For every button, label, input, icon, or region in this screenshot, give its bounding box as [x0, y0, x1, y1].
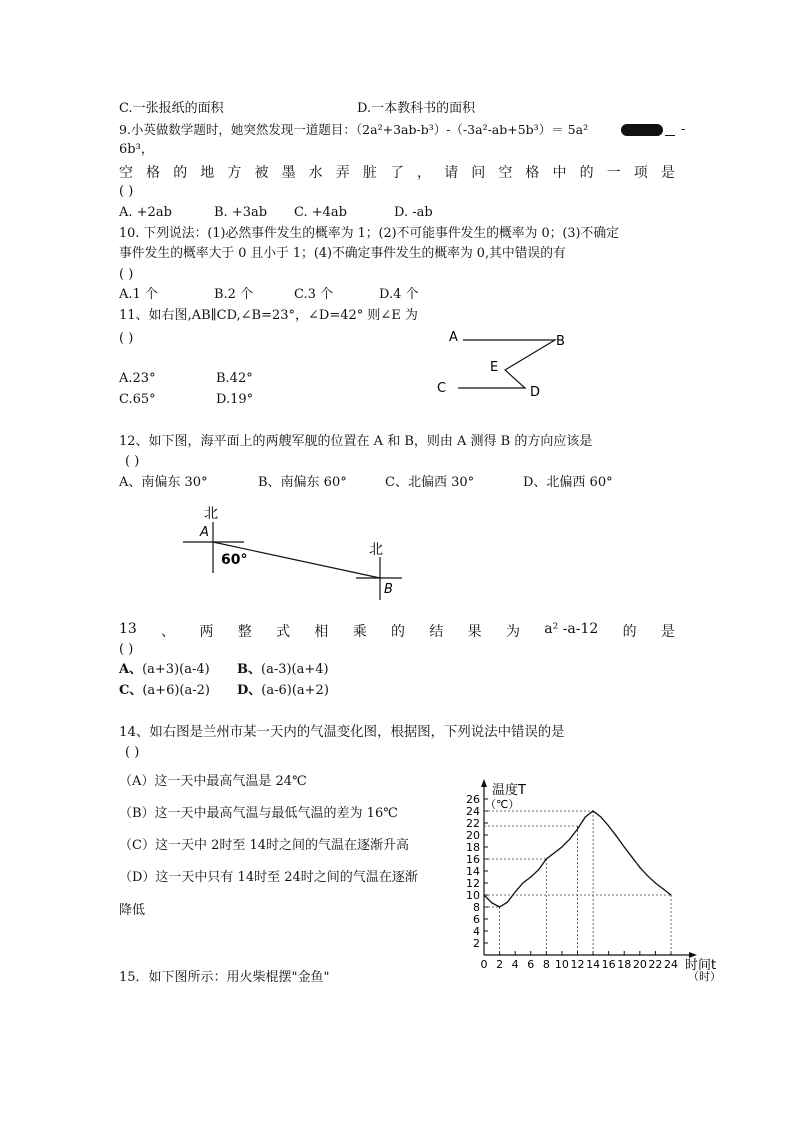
- q9-char: 空: [498, 165, 513, 181]
- q9-char: 空: [119, 165, 133, 181]
- q9-question-line: [119, 162, 675, 182]
- q12-bearing-figure: [180, 502, 410, 602]
- data-point: [577, 828, 578, 829]
- data-point: [624, 846, 625, 847]
- key: C、: [119, 683, 143, 698]
- x-tick-label: 2: [496, 958, 504, 971]
- x-tick-label: 20: [632, 958, 647, 971]
- q10-paren: ( ): [119, 267, 134, 282]
- q9-char: 项: [633, 165, 648, 181]
- key: A、: [119, 662, 143, 677]
- y-tick-label: 4: [473, 925, 480, 938]
- key: B、: [237, 662, 261, 677]
- data-point: [561, 846, 562, 847]
- y-axis-label: 温度T: [492, 783, 526, 798]
- y-tick-label: 6: [473, 913, 480, 926]
- q9-char: 格: [525, 165, 540, 181]
- q9-char: 脏: [362, 165, 377, 181]
- value: (a+3)(a-4): [142, 662, 210, 677]
- data-point: [491, 902, 492, 903]
- q14-stem: 14、如右图是兰州市某一天内的气温变化图，根据图，下列说法中错误的是: [119, 725, 565, 740]
- q9-stem-cont: 6b³，: [119, 142, 154, 157]
- y-tick-label: 8: [473, 901, 480, 914]
- q9-option-d: D. -ab: [394, 205, 433, 220]
- q13-token: 乘: [352, 624, 367, 640]
- y-tick-label: 18: [466, 841, 480, 854]
- q13-token: 13: [119, 621, 137, 637]
- y-tick-label: 12: [466, 877, 480, 890]
- north-label-a: 北: [204, 506, 218, 522]
- q11-option-b: B.42°: [216, 371, 253, 386]
- q10-option-a: A.1 个: [119, 287, 158, 302]
- y-tick-label: 2: [473, 937, 480, 950]
- data-point: [522, 882, 523, 883]
- data-point: [655, 882, 656, 883]
- q13-option-d: [237, 683, 329, 699]
- q15-stem: 15．如下图所示：用火柴棍摆"金鱼": [119, 970, 330, 985]
- q13-option-c: [119, 683, 210, 699]
- q8-option-d: D.一本教科书的面积: [357, 101, 476, 116]
- q12-option-d: D、北偏西 60°: [523, 475, 613, 490]
- data-point: [639, 867, 640, 868]
- y-axis-arrow: [481, 779, 487, 787]
- q11-option-c: C.65°: [119, 392, 156, 407]
- q9-paren: ( ): [119, 184, 134, 199]
- q14-option-a: （A）这一天中最高气温是 24℃: [119, 774, 307, 789]
- q13-token: 的: [391, 624, 406, 640]
- q9-stem-tail: -: [681, 122, 686, 137]
- value: (a-3)(a+4): [261, 662, 329, 677]
- q9-char: 的: [579, 165, 594, 181]
- data-point: [663, 888, 664, 889]
- data-point: [616, 836, 617, 837]
- q9-char: 的: [173, 165, 188, 181]
- blank-underline: [665, 122, 675, 136]
- value: (a+6)(a-2): [142, 683, 210, 698]
- q10-stem-line2: 事件发生的概率大于 0 且小于 1；(4)不确定事件发生的概率为 0,其中错误的有: [119, 246, 566, 261]
- x-tick-label: 4: [511, 958, 519, 971]
- data-point: [631, 857, 632, 858]
- data-point: [647, 875, 648, 876]
- q13-token: 的: [622, 624, 637, 640]
- data-point: [538, 869, 539, 870]
- q9-option-a: A. +2ab: [119, 205, 172, 220]
- y-axis-unit: （℃）: [485, 798, 520, 811]
- q14-option-d: （D）这一天中只有 14时至 24时之间的气温在逐渐: [119, 870, 418, 885]
- q14-option-b: （B）这一天中最高气温与最低气温的差为 16℃: [119, 806, 398, 821]
- q9-char: 弄: [335, 165, 350, 181]
- data-point: [608, 825, 609, 826]
- data-point: [507, 902, 508, 903]
- q10-option-c: C.3 个: [294, 287, 334, 302]
- x-tick-label: 8: [542, 958, 550, 971]
- label-b: B: [556, 334, 565, 349]
- q13-token: 结: [429, 624, 444, 640]
- q9-char: 中: [552, 165, 567, 181]
- q11-option-d: D.19°: [216, 392, 254, 407]
- data-point: [499, 906, 500, 907]
- x-axis-unit: （时）: [688, 970, 721, 983]
- q14-paren: ( ): [125, 745, 140, 760]
- q12-option-b: B、南偏东 60°: [258, 475, 347, 490]
- q13-token: 是: [660, 624, 675, 640]
- data-point: [592, 810, 593, 811]
- x-tick-label: 24: [664, 958, 678, 971]
- north-label-b: 北: [369, 542, 383, 558]
- q11-paren: ( ): [119, 331, 134, 346]
- ink-blot: [621, 124, 663, 136]
- q9-char: 一: [606, 165, 621, 181]
- q9-option-c: C. +4ab: [294, 205, 347, 220]
- data-point: [670, 894, 671, 895]
- x-tick-label: 12: [570, 958, 585, 971]
- key: D、: [237, 683, 262, 698]
- q9-char: ，: [417, 165, 432, 181]
- q10-option-d: D.4 个: [379, 287, 419, 302]
- x-axis-label: 时间t: [685, 958, 717, 973]
- data-point: [569, 839, 570, 840]
- y-tick-label: 24: [466, 805, 480, 818]
- y-tick-label: 22: [466, 817, 480, 830]
- x-tick-label: 14: [586, 958, 601, 971]
- q9-char: 格: [146, 165, 161, 181]
- q12-option-c: C、北偏西 30°: [385, 475, 475, 490]
- data-point: [483, 894, 484, 895]
- y-tick-label: 10: [466, 889, 480, 902]
- temperature-chart: [440, 772, 740, 984]
- q13-stem: [119, 621, 675, 641]
- x-tick-label: 10: [554, 958, 569, 971]
- y-tick-label: 14: [466, 865, 480, 878]
- x-tick-label: 22: [648, 958, 663, 971]
- data-point: [585, 816, 586, 817]
- q12-stem: 12、如下图，海平面上的两艘军舰的位置在 A 和 B，则由 A 测得 B 的方向应该是: [119, 434, 593, 449]
- q13-token: 式: [276, 624, 291, 640]
- label-a: A: [449, 330, 458, 345]
- label-d: D: [530, 385, 541, 400]
- q9-char: 地: [200, 165, 215, 181]
- q9-char: 了: [389, 165, 404, 181]
- y-tick-label: 16: [466, 853, 480, 866]
- q10-stem-line1: 10. 下列说法：(1)必然事件发生的概率为 1；(2)不可能事件发生的概率为 0；(3)不确定: [119, 226, 619, 241]
- q9-char: 墨: [281, 165, 296, 181]
- q9-char: 请: [444, 165, 459, 181]
- x-tick-label: 6: [527, 958, 535, 971]
- q9-option-b: B. +3ab: [214, 205, 268, 220]
- data-point: [600, 816, 601, 817]
- x-tick-label: 18: [617, 958, 632, 971]
- q13-token: 整: [237, 624, 252, 640]
- data-point: [530, 876, 531, 877]
- q12-option-a: A、南偏东 30°: [119, 475, 208, 490]
- data-point: [546, 858, 547, 859]
- point-b-label: B: [384, 582, 393, 597]
- q10-option-b: B.2 个: [214, 287, 254, 302]
- q13-option-b: [237, 662, 329, 678]
- q13-token: 相: [314, 624, 329, 640]
- label-e: E: [490, 360, 499, 375]
- angle-label: 60°: [221, 552, 248, 568]
- q13-token: a² -a-12: [544, 621, 599, 637]
- q9-char: 被: [254, 165, 269, 181]
- q9-char: 是: [660, 165, 675, 181]
- q14-option-c: （C）这一天中 2时至 14时之间的气温在逐渐升高: [119, 838, 410, 853]
- y-tick-label: 20: [466, 829, 480, 842]
- q13-option-a: [119, 662, 210, 678]
- label-c: C: [437, 381, 447, 396]
- data-point: [554, 852, 555, 853]
- q14-option-d-cont: 降低: [119, 903, 146, 918]
- x-tick-label: 16: [601, 958, 616, 971]
- value: (a-6)(a+2): [261, 683, 329, 698]
- data-point: [515, 891, 516, 892]
- q13-token: 、: [161, 624, 176, 640]
- q9-stem: 9.小英做数学题时，她突然发现一道题目：（2a²+3ab-b³）-（-3a²-ab+5b³）＝ 5a²: [119, 122, 589, 137]
- q9-char: 方: [227, 165, 242, 181]
- q13-token: 两: [199, 624, 214, 640]
- q11-option-a: A.23°: [119, 371, 156, 386]
- q11-stem: 11、如右图,AB∥CD,∠B=23°，∠D=42° 则∠E 为: [119, 308, 418, 323]
- y-tick-label: 26: [466, 793, 480, 806]
- x-tick-label: 0: [480, 958, 488, 971]
- q13-token: 为: [505, 624, 520, 640]
- q12-paren: ( ): [125, 454, 140, 469]
- q13-token: 果: [467, 624, 482, 640]
- q9-char: 问: [471, 165, 486, 181]
- q9-char: 水: [308, 165, 323, 181]
- point-a-label: A: [200, 525, 209, 540]
- q8-option-c: C.一张报纸的面积: [119, 101, 224, 116]
- q11-parallel-figure: [430, 325, 570, 405]
- q13-paren: ( ): [119, 642, 134, 657]
